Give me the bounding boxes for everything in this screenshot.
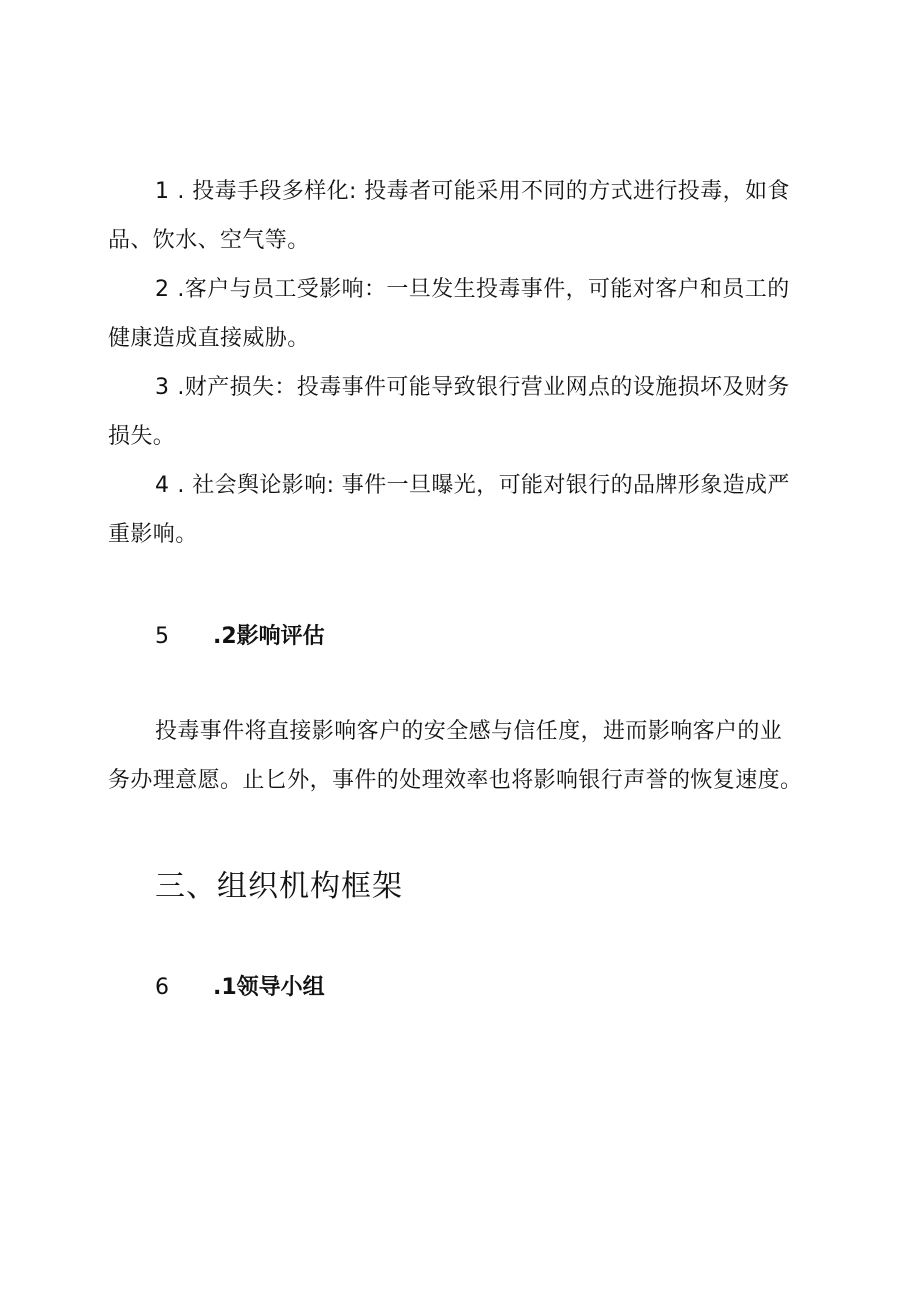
list-item-1-line2: 品、饮水、空气等。 bbox=[108, 228, 310, 253]
list-item-2-line2: 健康造成直接威胁。 bbox=[108, 326, 310, 351]
subheading-text: .2影响评估 bbox=[213, 624, 325, 649]
subheading-number: 6 bbox=[155, 975, 169, 1000]
list-item-1-line1 bbox=[155, 177, 875, 207]
section-title: 三、组织机构框架 bbox=[155, 869, 403, 904]
list-item-3-line2: 损失。 bbox=[108, 424, 176, 449]
list-item-text: . 社会舆论影响: 事件一旦曝光，可能对银行的品牌形象造成严 bbox=[177, 473, 790, 498]
subheading-number: 5 bbox=[155, 624, 169, 649]
list-item-4-line1 bbox=[155, 471, 875, 501]
list-item-text: .客户与员工受影响：一旦发生投毒事件，可能对客户和员工的 bbox=[177, 277, 790, 302]
list-item-number: 3 bbox=[155, 375, 170, 400]
subheading-text: .1领导小组 bbox=[213, 975, 325, 1000]
list-item-text: . 投毒手段多样化: 投毒者可能采用不同的方式进行投毒，如食 bbox=[177, 179, 790, 204]
list-item-number: 1 bbox=[155, 179, 170, 204]
list-item-number: 4 bbox=[155, 473, 170, 498]
list-item-4-line2: 重影响。 bbox=[108, 522, 198, 547]
list-item-3-line1 bbox=[155, 373, 875, 403]
paragraph-line2: 务办理意愿。止匕外，事件的处理效率也将影响银行声誉的恢复速度。 bbox=[108, 768, 803, 793]
list-item-text: .财产损失：投毒事件可能导致银行营业网点的设施损坏及财务 bbox=[177, 375, 790, 400]
paragraph-line1: 投毒事件将直接影响客户的安全感与信任度，进而影响客户的业 bbox=[155, 719, 783, 744]
subheading-leadership-group bbox=[155, 973, 325, 1003]
subheading-impact-assessment bbox=[155, 622, 325, 652]
list-item-number: 2 bbox=[155, 277, 170, 302]
list-item-2-line1 bbox=[155, 275, 875, 305]
